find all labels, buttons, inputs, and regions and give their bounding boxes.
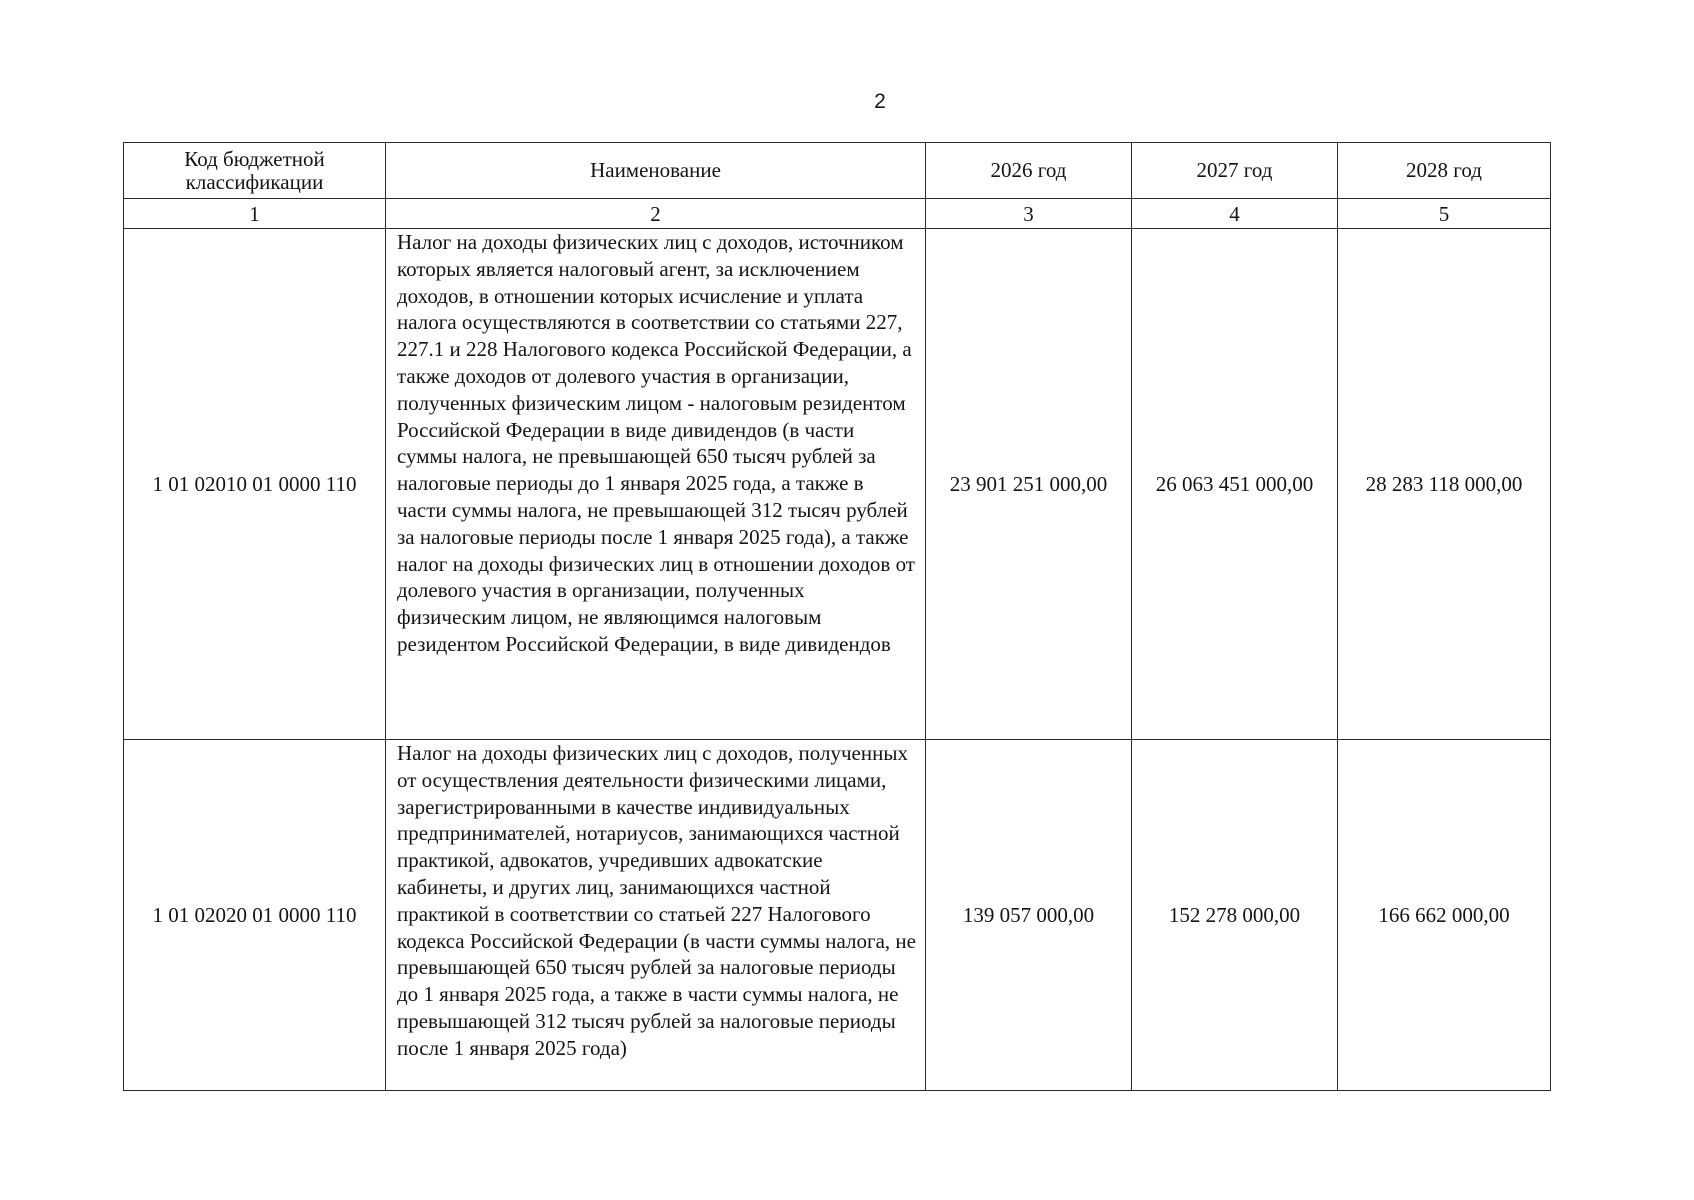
value-2027-cell: 152 278 000,00 — [1132, 740, 1338, 1091]
header-2027: 2027 год — [1132, 143, 1338, 199]
header-2026: 2026 год — [926, 143, 1132, 199]
column-number: 4 — [1132, 199, 1338, 229]
value-2027-cell: 26 063 451 000,00 — [1132, 229, 1338, 740]
column-number: 2 — [386, 199, 926, 229]
table-header — [124, 143, 1551, 199]
value-2028-cell: 166 662 000,00 — [1338, 740, 1551, 1091]
table-row — [124, 740, 1551, 1091]
header-code: Код бюджетной классификации — [124, 143, 386, 199]
budget-table — [123, 142, 1551, 1091]
header-name: Наименование — [386, 143, 926, 199]
budget-code-cell: 1 01 02010 01 0000 110 — [124, 229, 386, 740]
column-number: 5 — [1338, 199, 1551, 229]
name-cell: Налог на доходы физических лиц с доходов, источником которых является налоговый агент, за исключением доходов, в отношении которых исчисление и уплата налога осуществляются в соответствии со статьями 227, 227.1 и 228 Налогового кодекса Российской Федерации, а также доходов от долевого участия в организации, полученных физическим лицом - налоговым резидентом Российской Федерации в виде дивидендов (в части суммы налога, не превышающей 650 тысяч рублей за налоговые периоды до 1 января 2025 года, а также в части суммы налога, не превышающей 312 тысяч рублей за налоговые периоды после 1 января 2025 года), а также налог на доходы физических лиц в отношении доходов от долевого участия в организации, полученных физическим лицом, не являющимся налоговым резидентом Российской Федерации, в виде дивидендов — [386, 229, 926, 740]
value-2028-cell: 28 283 118 000,00 — [1338, 229, 1551, 740]
page-number: 2 — [874, 90, 886, 113]
column-number-row — [124, 199, 1551, 229]
value-2026-cell: 23 901 251 000,00 — [926, 229, 1132, 740]
budget-code-cell: 1 01 02020 01 0000 110 — [124, 740, 386, 1091]
header-row — [124, 143, 1551, 199]
header-2028: 2028 год — [1338, 143, 1551, 199]
column-number: 1 — [124, 199, 386, 229]
table-row — [124, 229, 1551, 740]
column-number: 3 — [926, 199, 1132, 229]
name-cell: Налог на доходы физических лиц с доходов, полученных от осуществления деятельности физическими лицами, зарегистрированными в качестве индивидуальных предпринимателей, нотариусов, занимающихся частной практикой, адвокатов, учредивших адвокатские кабинеты, и других лиц, занимающихся частной практикой в соответствии со статьей 227 Налогового кодекса Российской Федерации (в части суммы налога, не превышающей 650 тысяч рублей за налоговые периоды до 1 января 2025 года, а также в части суммы налога, не превышающей 312 тысяч рублей за налоговые периоды после 1 января 2025 года) — [386, 740, 926, 1091]
value-2026-cell: 139 057 000,00 — [926, 740, 1132, 1091]
